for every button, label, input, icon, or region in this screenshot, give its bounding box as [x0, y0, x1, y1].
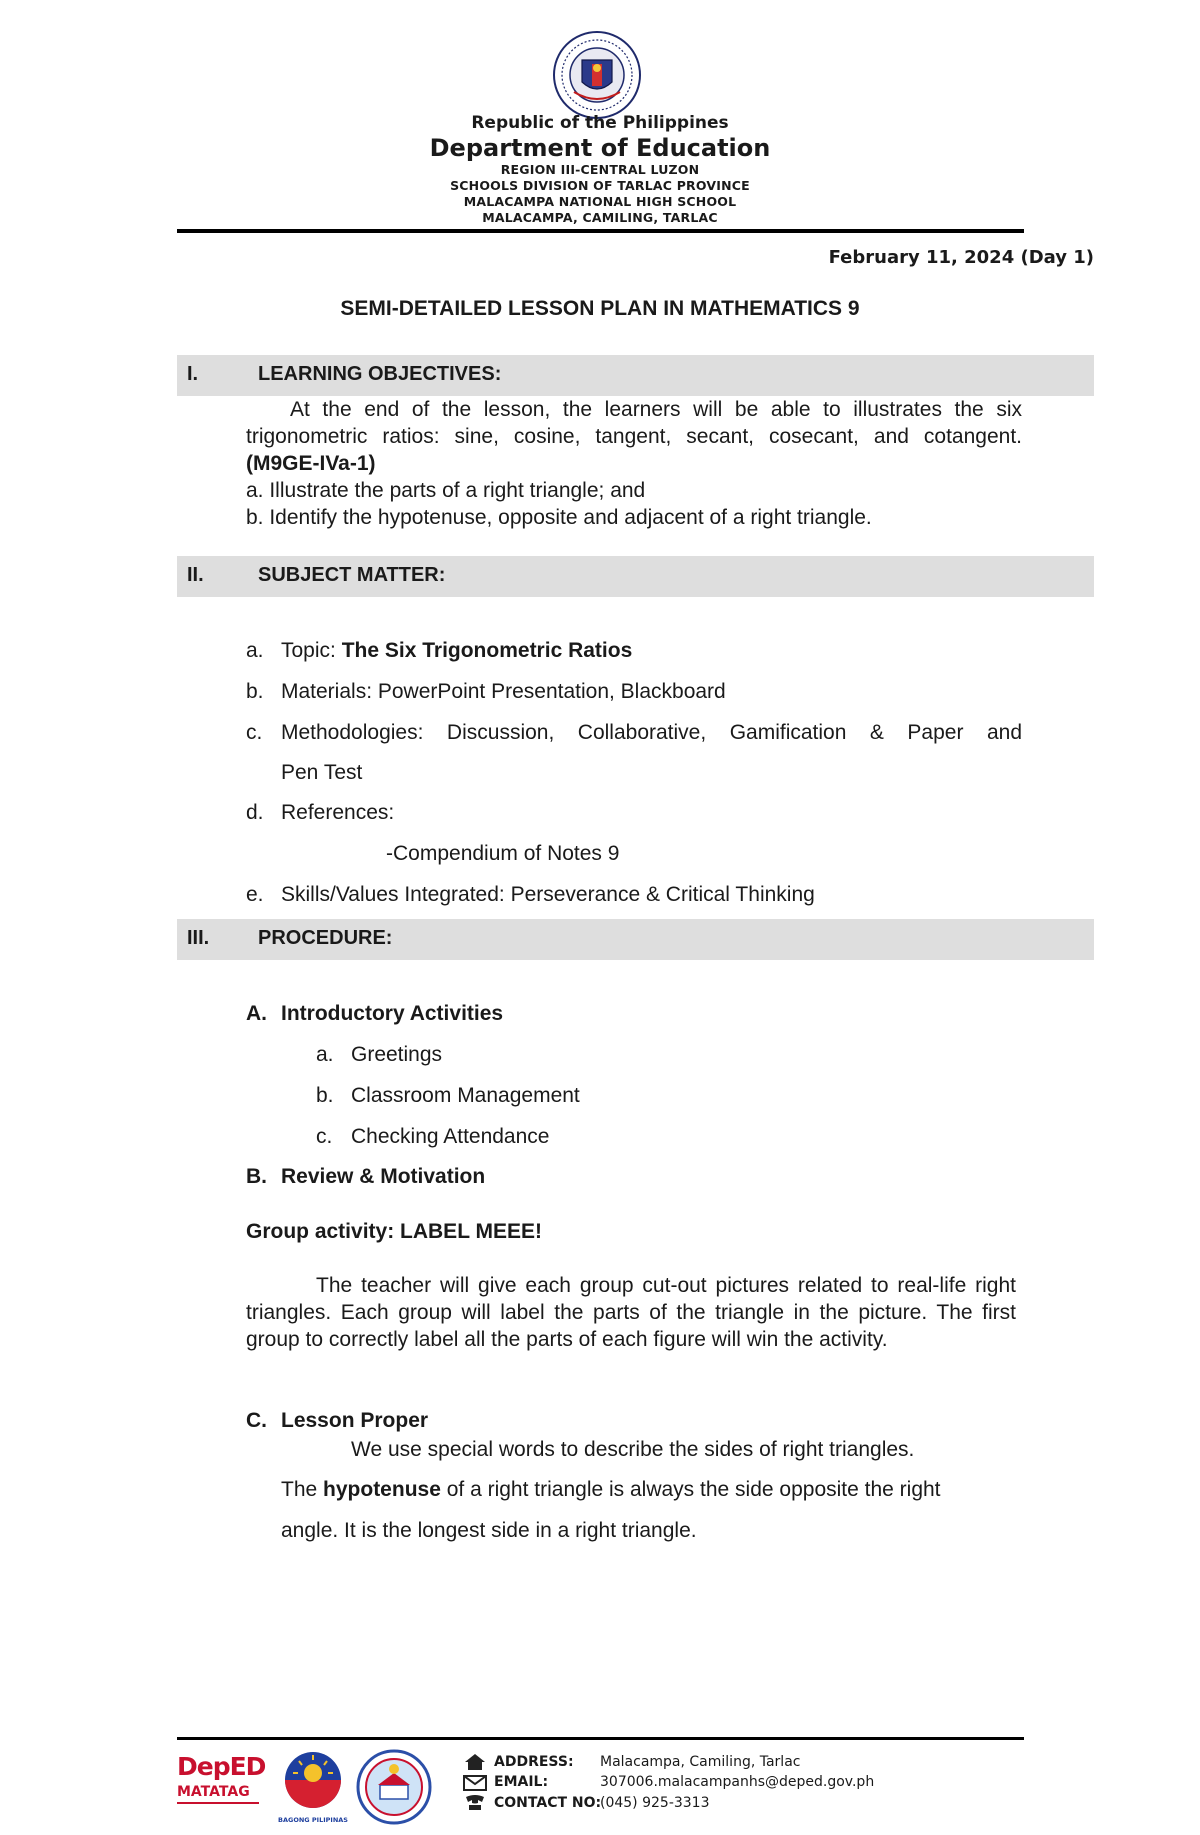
section-label: PROCEDURE: [258, 927, 393, 949]
list-letter: b. [316, 1084, 334, 1107]
list-letter: a. [316, 1043, 334, 1066]
lesson-date: February 11, 2024 (Day 1) [828, 247, 1094, 268]
objective-a: a. Illustrate the parts of a right triangle; and [246, 479, 646, 502]
list-letter: B. [246, 1165, 267, 1188]
list-letter: A. [246, 1002, 267, 1025]
school-seal [356, 1749, 432, 1825]
republic-line: Republic of the Philippines [471, 113, 729, 133]
bagong-pilipinas-logo [275, 1749, 351, 1825]
group-activity-title: Group activity: LABEL MEEE! [246, 1220, 542, 1243]
list-letter: d. [246, 801, 264, 824]
department-name: Department of Education [429, 134, 771, 162]
intro-item-text: Checking Attendance [351, 1125, 550, 1148]
objective-b: b. Identify the hypotenuse, opposite and adjacent of a right triangle. [246, 506, 872, 529]
section-number: II. [187, 564, 204, 586]
email-label: EMAIL: [494, 1774, 549, 1790]
section-objectives-header [177, 355, 1094, 396]
reference-item: -Compendium of Notes 9 [386, 842, 620, 865]
header-rule [177, 229, 1024, 233]
subject-skills [246, 881, 815, 908]
lesson-the: The [281, 1478, 318, 1501]
subject-references [246, 799, 394, 826]
procedure-lesson-heading [246, 1407, 428, 1434]
hypotenuse-term: hypotenuse [323, 1478, 441, 1501]
group-activity-text: The teacher will give each group cut-out pictures related to real-life right triangles. Each group will label the parts of the triangle in the picture. The first group to correctly label all the parts of each figure will win the activity. [246, 1274, 1016, 1351]
bagong-pilipinas-text: BAGONG PILIPINAS [278, 1816, 348, 1824]
list-letter: a. [246, 639, 264, 662]
objectives-intro-text: At the end of the lesson, the learners will be able to illustrates the six trigonometric ratios: sine, cosine, tangent, secant, cosecant, and cotangent. [246, 398, 1022, 448]
intro-item [316, 1082, 580, 1109]
matatag-text: MATATAG [177, 1784, 259, 1804]
school-line: MALACAMPA NATIONAL HIGH SCHOOL [463, 194, 737, 209]
methods-line2: Pen Test [281, 761, 363, 784]
intro-item [316, 1123, 549, 1150]
topic-label: Topic: [281, 639, 336, 662]
house-icon [463, 1753, 487, 1776]
region-line: REGION III-CENTRAL LUZON [500, 162, 700, 177]
procedure-intro-heading [246, 1000, 503, 1027]
methods-line1: Methodologies: Discussion, Collaborative, Gamification & Paper and [281, 721, 1022, 744]
contact-value: (045) 925-3313 [600, 1795, 710, 1811]
deped-matatag-logo [177, 1752, 266, 1818]
subject-methods [246, 719, 1022, 746]
procedure-review-heading [246, 1163, 485, 1190]
lesson-label: Lesson Proper [281, 1409, 429, 1432]
section-label: LEARNING OBJECTIVES: [258, 363, 502, 385]
references-label: References: [281, 801, 395, 824]
deped-logo-text: DepED [177, 1752, 266, 1781]
phone-icon [463, 1795, 487, 1816]
footer-rule [177, 1737, 1024, 1740]
section-label: SUBJECT MATTER: [258, 564, 446, 586]
address-label: ADDRESS: [494, 1754, 574, 1770]
objectives-intro [246, 396, 1022, 477]
intro-item-text: Greetings [351, 1043, 443, 1066]
lesson-line1: We use special words to describe the sides of right triangles. [351, 1438, 915, 1461]
competency-code: (M9GE-IVa-1) [246, 452, 376, 475]
lesson-line2 [281, 1476, 941, 1503]
list-letter: c. [246, 721, 263, 744]
subject-materials [246, 678, 726, 705]
lesson-line3: angle. It is the longest side in a right triangle. [281, 1519, 697, 1542]
document-title: SEMI-DETAILED LESSON PLAN IN MATHEMATICS 9 [340, 297, 860, 320]
skills-text: Skills/Values Integrated: Perseverance & Critical Thinking [281, 883, 815, 906]
intro-item-text: Classroom Management [351, 1084, 580, 1107]
intro-item [316, 1041, 442, 1068]
email-value: 307006.malacampanhs@deped.gov.ph [600, 1774, 875, 1790]
list-letter: b. [246, 680, 264, 703]
address-value: Malacampa, Camiling, Tarlac [600, 1754, 801, 1770]
section-number: III. [187, 927, 210, 949]
deped-seal [552, 30, 642, 120]
division-line: SCHOOLS DIVISION OF TARLAC PROVINCE [450, 178, 750, 193]
section-subject-header [177, 556, 1094, 597]
lesson-rest: of a right triangle is always the side opposite the right [446, 1478, 941, 1501]
review-label: Review & Motivation [281, 1165, 486, 1188]
location-line: MALACAMPA, CAMILING, TARLAC [482, 210, 718, 225]
materials-text: Materials: PowerPoint Presentation, Blackboard [281, 680, 726, 703]
list-letter: C. [246, 1409, 267, 1432]
contact-label: CONTACT NO: [494, 1795, 602, 1811]
mail-icon [463, 1775, 487, 1796]
section-number: I. [187, 363, 199, 385]
section-procedure-header [177, 919, 1094, 960]
intro-label: Introductory Activities [281, 1002, 504, 1025]
topic-value: The Six Trigonometric Ratios [341, 639, 633, 662]
list-letter: e. [246, 883, 264, 906]
list-letter: c. [316, 1125, 333, 1148]
subject-topic [246, 637, 632, 664]
